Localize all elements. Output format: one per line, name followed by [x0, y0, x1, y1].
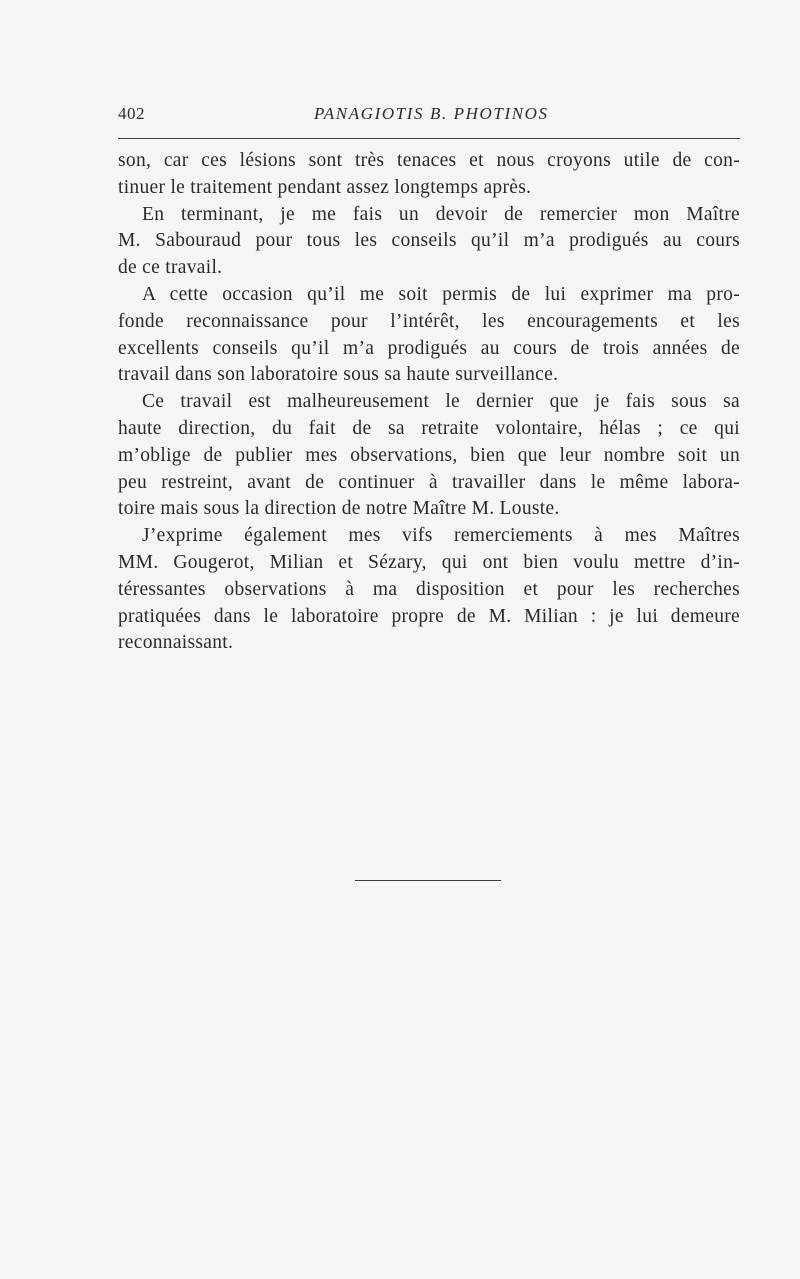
- text-line: Ce travail est malheureusement le dernier que je fais sous sa: [142, 391, 740, 413]
- page-number: 402: [118, 104, 145, 123]
- text-line: A cette occasion qu’il me soit permis de lui exprimer ma pro-: [142, 283, 740, 305]
- running-title: PANAGIOTIS B. PHOTINOS: [314, 104, 549, 123]
- text-line: toire mais sous la direction de notre Maître M. Louste.: [118, 498, 560, 520]
- text-line: travail dans son laboratoire sous sa haute surveillance.: [118, 364, 559, 386]
- text-line: MM. Gougerot, Milian et Sézary, qui ont bien voulu mettre d’in-: [118, 551, 740, 573]
- text-line: excellents conseils qu’il m’a prodigués au cours de trois années de: [118, 337, 740, 359]
- header-rule: [118, 138, 740, 139]
- text-line: pratiquées dans le laboratoire propre de M. Milian : je lui demeure: [118, 605, 740, 627]
- body-text: [118, 148, 740, 657]
- text-line: son, car ces lésions sont très tenaces et nous croyons utile de con-: [118, 150, 740, 171]
- text-line: M. Sabouraud pour tous les conseils qu’il m’a prodigués au cours: [118, 230, 740, 252]
- text-line: m’oblige de publier mes observations, bien que leur nombre soit un: [118, 444, 740, 466]
- text-line: de ce travail.: [118, 257, 223, 279]
- text-line: J’exprime également mes vifs remerciements à mes Maîtres: [142, 525, 740, 547]
- text-line: haute direction, du fait de sa retraite volontaire, hélas ; ce qui: [118, 417, 740, 439]
- text-line: téressantes observations à ma disposition et pour les recherches: [118, 578, 740, 600]
- text-line: tinuer le traitement pendant assez longtemps après.: [118, 176, 532, 198]
- text-line: peu restreint, avant de continuer à travailler dans le même labora-: [118, 471, 740, 493]
- running-head: [118, 104, 740, 130]
- text-line: En terminant, je me fais un devoir de remercier mon Maître: [142, 203, 740, 225]
- closing-rule: [355, 880, 501, 881]
- text-line: reconnaissant.: [118, 632, 234, 654]
- text-line: fonde reconnaissance pour l’intérêt, les encouragements et les: [118, 310, 740, 332]
